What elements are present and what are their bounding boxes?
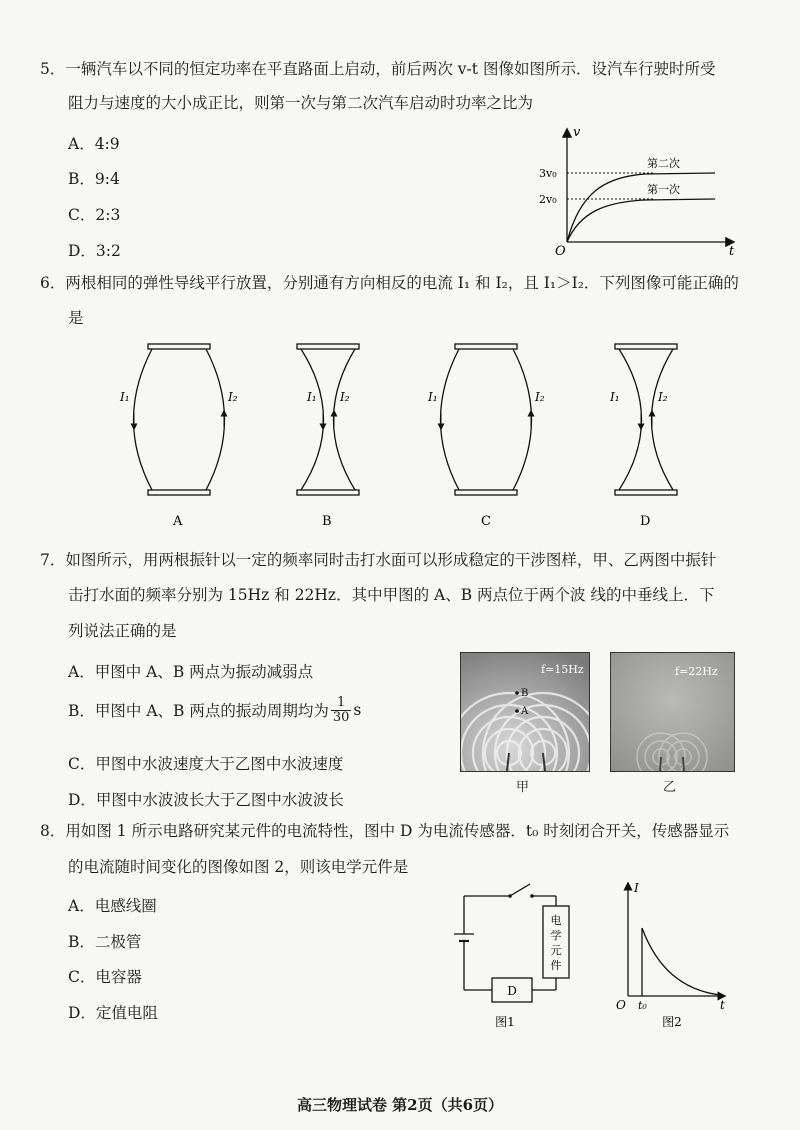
q7-photo-yi-caption: 乙 [663, 780, 677, 795]
q6-b-caption: B [322, 514, 332, 529]
q7-point-a: A [521, 706, 529, 717]
q6-figures [100, 335, 720, 535]
q8-option-a: A．电感线圈 [68, 897, 157, 915]
q8-sensor-label: D [507, 984, 517, 998]
q8-y-axis-label: I [634, 881, 639, 895]
q8-stem-line1: 8．用如图 1 所示电路研究某元件的电流特性，图中 D 为电流传感器．t₀ 时刻闭合开关，传感器显示 [40, 822, 730, 840]
q6-b-right-label: I₂ [340, 390, 350, 404]
q6-d-caption: D [640, 514, 651, 529]
q5-y-axis-label: v [573, 125, 581, 140]
q8-option-d: D．定值电阻 [68, 1004, 158, 1022]
q6-a-right-label: I₂ [228, 390, 238, 404]
page-footer: 高三物理试卷 第2页（共6页） [296, 1096, 504, 1114]
q6-c-left-label: I₁ [428, 390, 438, 404]
q7-option-d: D．甲图中水波波长大于乙图中水波波长 [68, 791, 344, 809]
q5-origin-label: O [555, 244, 566, 257]
q5-curve-first [567, 199, 715, 242]
q7-option-a: A．甲图中 A、B 两点为振动减弱点 [68, 663, 314, 681]
q8-switch [510, 884, 530, 896]
q7-option-b [68, 696, 361, 724]
q6-c-caption: C [481, 514, 491, 529]
q8-stem-line2: 的电流随时间变化的图像如图 2，则该电学元件是 [68, 858, 409, 876]
q8-origin-label: O [616, 998, 626, 1012]
q6-a-caption: A [173, 514, 183, 529]
q5-level-low: 2v₀ [539, 193, 557, 206]
q6-figure-b [297, 344, 359, 529]
q8-option-c: C．电容器 [68, 968, 142, 986]
q7-photo-jia-freq: f=15Hz [541, 663, 584, 676]
q5-level-high: 3v₀ [539, 167, 557, 180]
q7-option-c: C．甲图中水波速度大于乙图中水波速度 [68, 755, 344, 773]
q5-curve-first-label: 第一次 [647, 183, 680, 196]
q6-figure-d [609, 344, 677, 529]
q6-stem-line2: 是 [68, 309, 84, 327]
q7-option-b-text: B．甲图中 A、B 两点的振动周期均为 [68, 702, 329, 721]
q5-vt-graph [535, 122, 745, 257]
q7-stem-line3: 列说法正确的是 [68, 622, 177, 640]
q6-a-left-label: I₁ [120, 390, 130, 404]
q5-option-c: C．2:3 [68, 206, 121, 224]
q7-stem-line2: 击打水面的频率分别为 15Hz 和 22Hz．其中甲图的 A、B 两点位于两个波 线的中垂线上．下 [68, 586, 715, 604]
q6-d-left-label: I₁ [610, 390, 620, 404]
q7-point-b: B [521, 688, 529, 699]
q5-x-axis-label: t [729, 244, 735, 257]
q5-stem-line2: 阻力与速度的大小成正比，则第一次与第二次汽车启动时功率之比为 [68, 94, 534, 112]
q8-decay-curve [642, 928, 720, 995]
q5-curve-second-label: 第二次 [647, 157, 680, 170]
q8-fig1-caption: 图1 [495, 1015, 515, 1029]
q7-option-b-fraction [331, 696, 352, 724]
q5-option-a: A．4:9 [68, 135, 120, 153]
q7-fraction-numerator: 1 [331, 696, 352, 711]
q6-c-right-label: I₂ [535, 390, 545, 404]
q8-circuit-diagram [450, 878, 590, 1033]
q6-d-right-label: I₂ [658, 390, 668, 404]
q7-fraction-denominator: 30 [332, 709, 350, 725]
q7-photo-jia [460, 652, 590, 772]
q6-stem-line1: 6．两根相同的弹性导线平行放置，分别通有方向相反的电流 I₁ 和 I₂，且 I₁＞I₂．下列图像可能正确的 [40, 274, 739, 292]
q5-curve-second [567, 173, 715, 242]
q8-t0-label: t₀ [638, 999, 647, 1012]
q5-option-b: B．9:4 [68, 170, 120, 188]
q5-option-d: D．3:2 [68, 242, 121, 260]
q8-option-b: B．二极管 [68, 933, 142, 951]
q8-fig2-caption: 图2 [662, 1015, 682, 1029]
q6-figure-c [427, 344, 545, 529]
q7-stem-line1: 7．如图所示，用两根振针以一定的频率同时击打水面可以形成稳定的干涉图样，甲、乙两图中振针 [40, 551, 717, 569]
q6-b-left-label: I₁ [307, 390, 317, 404]
q8-x-axis-label: t [720, 998, 725, 1012]
q7-photo-yi [610, 652, 735, 772]
q6-figure-a [119, 344, 238, 529]
q5-stem-line1: 5．一辆汽车以不同的恒定功率在平直路面上启动，前后两次 v-t 图像如图所示．设汽车行驶时所受 [40, 60, 716, 78]
q8-current-graph [612, 878, 732, 1033]
q7-option-b-unit: s [353, 701, 362, 720]
q7-photo-yi-freq: f=22Hz [675, 665, 718, 678]
q7-photo-jia-caption: 甲 [516, 780, 530, 795]
q8-component-label: 电学元件 [550, 914, 562, 972]
